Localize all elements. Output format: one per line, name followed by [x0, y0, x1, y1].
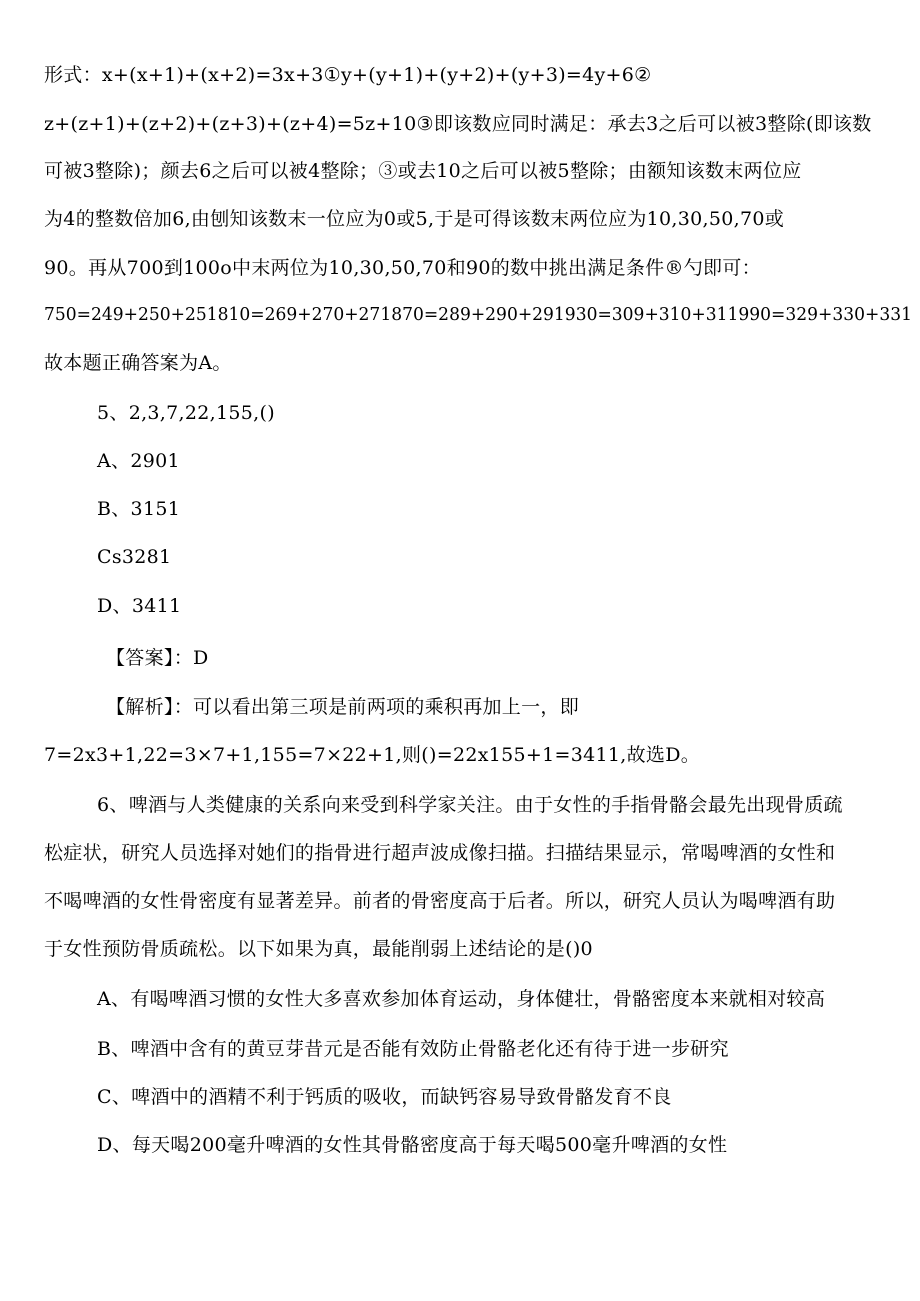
question-5-option-a: A、2901 [97, 450, 180, 472]
text-line-equations: 750=249+250+251810=269+270+271870=289+290+291930=309+310+311990=329+330+331 [44, 305, 913, 325]
question-5-option-b: B、3151 [97, 498, 181, 520]
question-6-stem-4: 于女性预防骨质疏松。以下如果为真，最能削弱上述结论的是()0 [44, 938, 593, 960]
question-6-option-b: B、啤酒中含有的黄豆芽昔元是否能有效防止骨骼老化还有待于进一步研究 [97, 1038, 729, 1060]
answer-label: 【答案】：D [106, 647, 209, 669]
question-6-stem-3: 不喝啤酒的女性骨密度有显著差异。前者的骨密度高于后者。所以，研究人员认为喝啤酒有助 [44, 890, 836, 912]
text-line-explanation-5: 90。再从700到100o中末两位为10,30,50,70和90的数中挑出满足条件®勺即可： [44, 257, 761, 279]
question-5-option-d: D、3411 [97, 595, 182, 617]
text-line-explanation-3: 可被3整除)；颜去6之后可以被4整除；③或去10之后可以被5整除；由额知该数末两位应 [44, 160, 802, 182]
question-6-stem-1: 6、啤酒与人类健康的关系向来受到科学家关注。由于女性的手指骨骼会最先出现骨质疏 [97, 794, 843, 816]
question-5-option-c: Cs3281 [97, 546, 172, 568]
question-6-option-a: A、有喝啤酒习惯的女性大多喜欢参加体育运动，身体健壮，骨骼密度本来就相对较高 [97, 988, 826, 1010]
text-line-formula-2: z+(z+1)+(z+2)+(z+3)+(z+4)=5z+10③即该数应同时满足：承去3之后可以被3整除(即该数 [44, 113, 872, 135]
text-line-conclusion: 故本题正确答案为A。 [44, 352, 232, 374]
analysis-formula: 7=2x3+1,22=3×7+1,155=7×22+1,则()=22x155+1=3411,故选D。 [44, 744, 701, 766]
question-6-stem-2: 松症状，研究人员选择对她们的指骨进行超声波成像扫描。扫描结果显示，常喝啤酒的女性和 [44, 842, 836, 864]
question-6-option-c: C、啤酒中的酒精不利于钙质的吸收，而缺钙容易导致骨骼发育不良 [97, 1086, 672, 1108]
question-6-option-d: D、每天喝200毫升啤酒的女性其骨骼密度高于每天喝500毫升啤酒的女性 [97, 1134, 728, 1156]
question-5-stem: 5、2,3,7,22,155,() [97, 402, 275, 424]
analysis-label: 【解析】：可以看出第三项是前两项的乘积再加上一，即 [106, 696, 580, 718]
text-line-explanation-4: 为4的整数倍加6,由刨知该数末一位应为0或5,于是可得该数末两位应为10,30,50,70或 [44, 208, 785, 230]
text-line-formula-1: 形式：x+(x+1)+(x+2)=3x+3①y+(y+1)+(y+2)+(y+3)=4y+6② [44, 64, 652, 86]
